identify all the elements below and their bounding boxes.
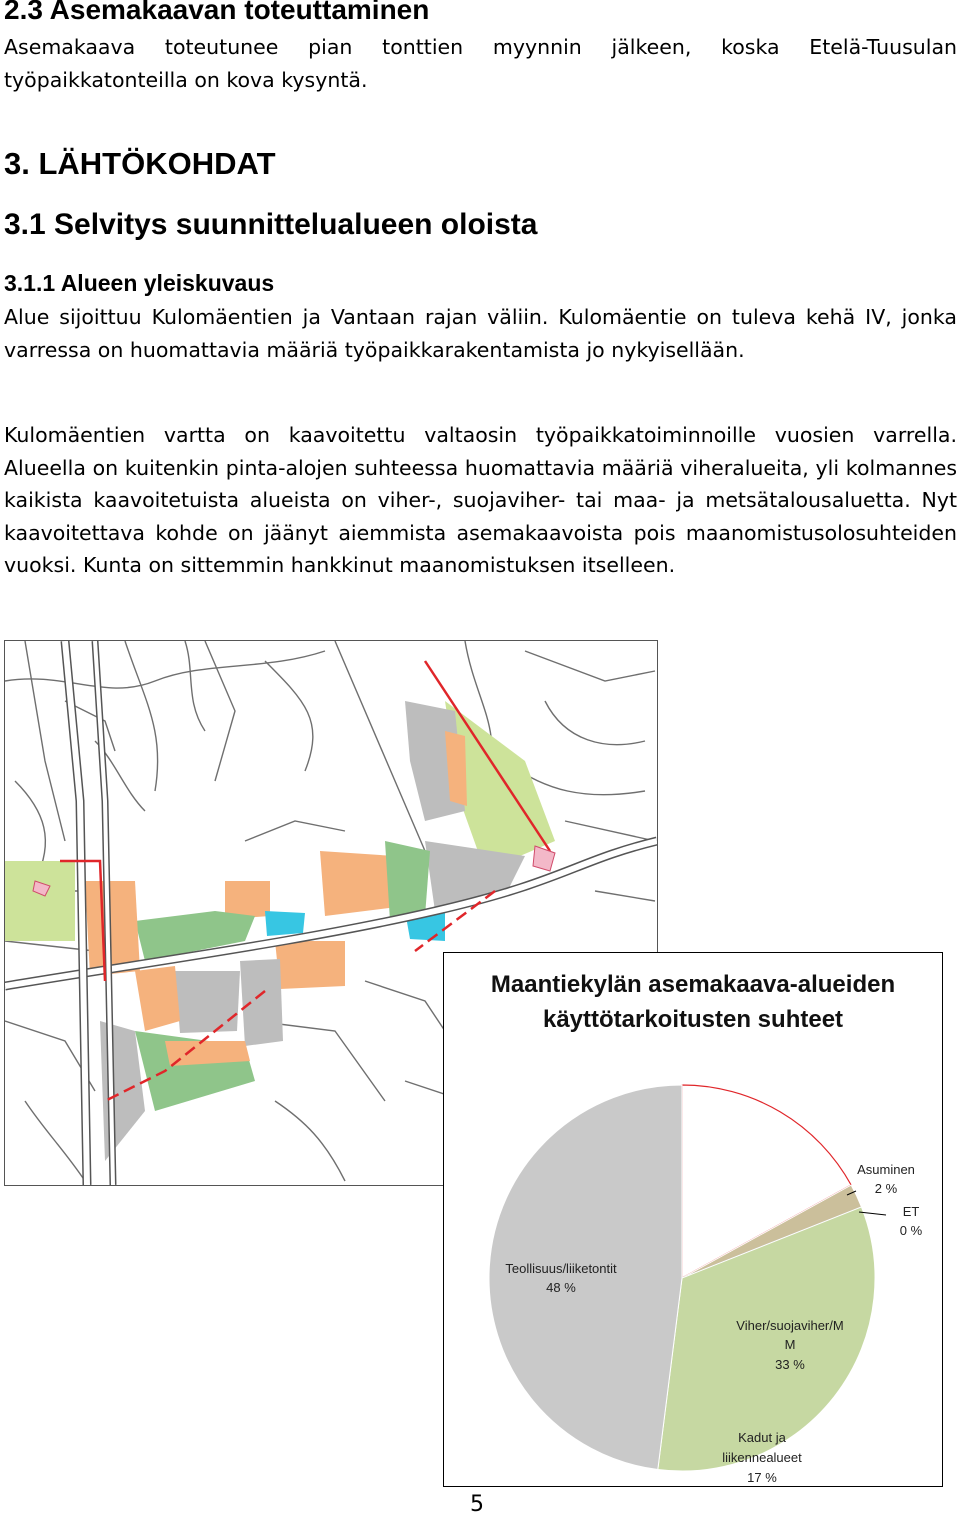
section-heading-2-3: 2.3 Asemakaavan toteuttaminen — [4, 0, 430, 25]
slice-value-asuminen: 2 % — [874, 1181, 898, 1196]
slice-label-et: ET — [902, 1204, 920, 1219]
pie-chart — [444, 953, 942, 1486]
slice-label-teollisuus: Teollisuus/liiketontit — [505, 1261, 617, 1276]
slice-label-kadut-2: liikennealueet — [722, 1450, 802, 1465]
slice-label-viher-2: M — [784, 1337, 796, 1352]
page-number: 5 — [470, 1492, 484, 1517]
slice-value-kadut: 17 % — [747, 1470, 777, 1485]
section-heading-3: 3. LÄHTÖKOHDAT — [4, 146, 276, 181]
section-heading-3-1: 3.1 Selvitys suunnittelualueen oloista — [4, 208, 538, 241]
slice-label-viher: Viher/suojaviher/M — [736, 1318, 844, 1333]
slice-value-viher: 33 % — [775, 1357, 805, 1372]
slice-label-asuminen: Asuminen — [857, 1162, 915, 1177]
pie-slice-4 — [489, 1085, 682, 1469]
slice-label-kadut-1: Kadut ja — [738, 1430, 786, 1445]
slice-value-et: 0 % — [899, 1223, 923, 1238]
map-area-cyan-2 — [265, 911, 305, 936]
map-area-orange-west — [135, 966, 180, 1031]
chart-title-line2: käyttötarkoitusten suhteet — [542, 1006, 844, 1033]
paragraph-area-location: Alue sijoittuu Kulomäentien ja Vantaan rajan väliin. Kulomäentie on tuleva kehä IV, jonka varressa on huomattavia määriä työpaikkarakentamista jo nykyisellään. — [4, 305, 957, 362]
map-area-green-center — [385, 841, 430, 921]
map-area-pink-east — [533, 846, 555, 871]
pie-chart-panel — [443, 952, 943, 1487]
map-area-gray-south-2 — [175, 971, 240, 1033]
chart-title-line1: Maantiekylän asemakaava-alueiden — [490, 971, 896, 998]
section-heading-3-1-1: 3.1.1 Alueen yleiskuvaus — [4, 270, 275, 296]
map-area-gray-south — [240, 959, 283, 1046]
slice-value-teollisuus: 48 % — [546, 1280, 576, 1295]
paragraph-zoning-history: Kulomäentien vartta on kaavoitettu valtaosin työpaikkatoiminnoille vuosien varrella. Alueella on kuitenkin pinta-alojen suhteessa huomattavia määriä viheralueita, yli kolmannes kaikista kaavoitetuista alueista on viher-, suojaviher- tai maa- ja metsätalousaluetta. Nyt kaavoitettava kohde on jäänyt aiemmista asemakaavoista pois maanomistusolosuhteiden vuoksi. Kunta on sittemmin hankkinut maanomistuksen itselleen. — [4, 423, 957, 577]
map-area-green-light-west — [5, 861, 75, 941]
paragraph-2-3: Asemakaava toteutunee pian tonttien myynnin jälkeen, koska Etelä-Tuusulan työpaikkatonteilla on kova kysyntä. — [4, 35, 957, 92]
map-area-orange-south — [275, 941, 345, 989]
